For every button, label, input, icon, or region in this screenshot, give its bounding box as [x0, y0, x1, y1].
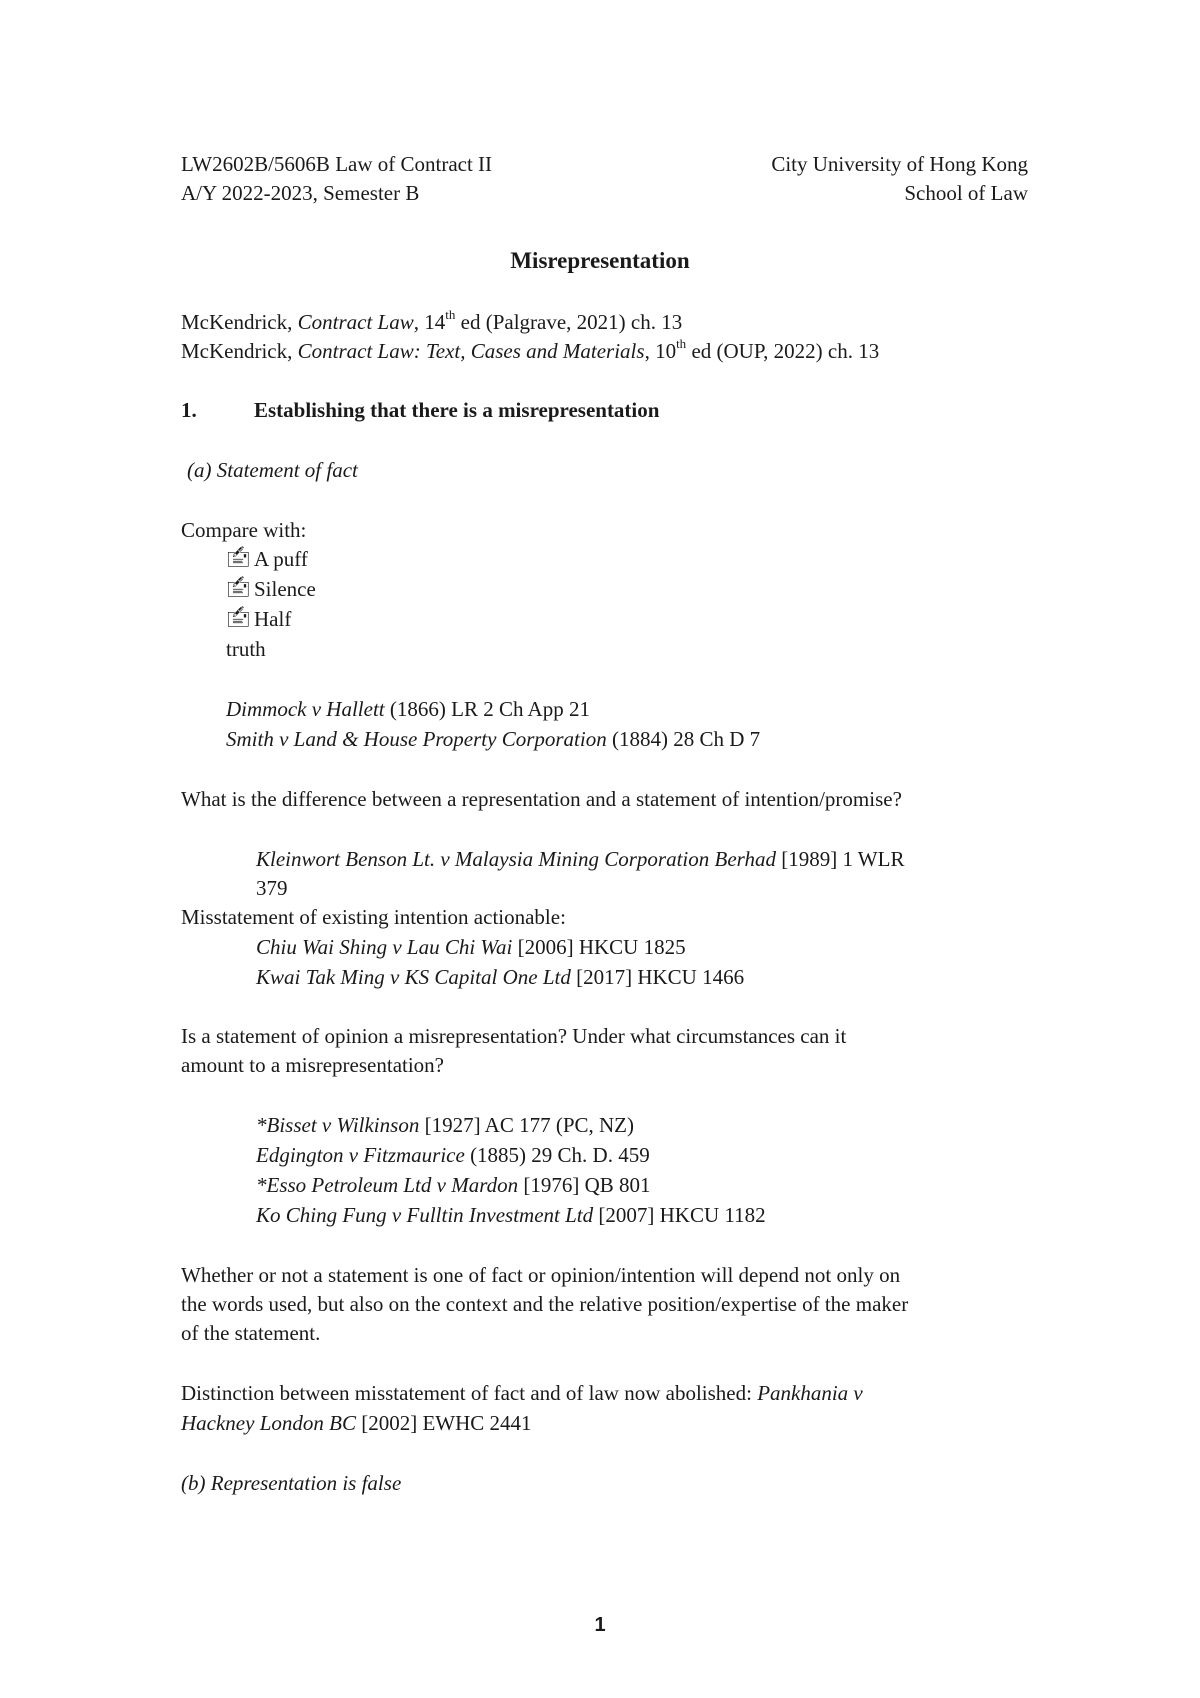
distinction-line-cont: Hackney London BC [2002] EWHC 2441 [181, 1411, 532, 1435]
case-citation: Kleinwort Benson Lt. v Malaysia Mining Corporation Berhad [1989] 1 WLR [256, 847, 905, 871]
page-number: 1 [594, 1614, 606, 1636]
misstatement-label: Misstatement of existing intention actionable: [181, 905, 566, 929]
reading-2: McKendrick, Contract Law: Text, Cases and Materials, 10th ed (OUP, 2022) ch. 13 [181, 336, 880, 363]
case-citation-continuation: 379 [256, 876, 288, 900]
case-citation: *Bisset v Wilkinson [1927] AC 177 (PC, NZ) [256, 1113, 634, 1137]
section-heading: Establishing that there is a misrepresentation [254, 398, 660, 422]
reading-1: McKendrick, Contract Law, 14th ed (Palgrave, 2021) ch. 13 [181, 307, 683, 334]
case-citation: Chiu Wai Shing v Lau Chi Wai [2006] HKCU 1825 [256, 935, 686, 959]
bullet-item: 🖆 A puff [226, 544, 308, 574]
school-name: School of Law [904, 181, 1028, 205]
question-intention: What is the difference between a representation and a statement of intention/promise? [181, 787, 902, 811]
question-opinion: Is a statement of opinion a misrepresentation? Under what circumstances can it [181, 1024, 847, 1048]
subsection-b-heading: (b) Representation is false [181, 1471, 402, 1495]
case-citation: *Esso Petroleum Ltd v Mardon [1976] QB 801 [256, 1173, 651, 1197]
academic-year: A/Y 2022-2023, Semester B [181, 181, 420, 205]
paragraph-line: the words used, but also on the context and the relative position/expertise of the maker [181, 1292, 909, 1316]
university-name: City University of Hong Kong [771, 152, 1028, 176]
bullet-item: 🖆 Half [226, 604, 291, 634]
subsection-a-heading: (a) Statement of fact [187, 458, 358, 482]
paragraph-line: Whether or not a statement is one of fact or opinion/intention will depend not only on [181, 1263, 901, 1287]
distinction-line: Distinction between misstatement of fact and of law now abolished: Pankhania v [181, 1381, 863, 1405]
case-citation: Dimmock v Hallett (1866) LR 2 Ch App 21 [226, 697, 590, 721]
bullet-item: 🖆 Silence [226, 574, 316, 604]
paragraph-line: of the statement. [181, 1321, 321, 1345]
compare-label: Compare with: [181, 518, 307, 542]
pen-bullet-icon: 🖆 [226, 577, 251, 601]
bullet-continuation: truth [226, 637, 266, 661]
pen-bullet-icon: 🖆 [226, 607, 251, 631]
question-opinion-cont: amount to a misrepresentation? [181, 1053, 445, 1077]
pen-bullet-icon: 🖆 [226, 547, 251, 571]
course-code: LW2602B/5606B Law of Contract II [181, 152, 493, 176]
section-number: 1. [181, 398, 197, 422]
case-citation: Smith v Land & House Property Corporation (1884) 28 Ch D 7 [226, 727, 761, 751]
case-citation: Kwai Tak Ming v KS Capital One Ltd [2017] HKCU 1466 [256, 965, 745, 989]
case-citation: Ko Ching Fung v Fulltin Investment Ltd [2007] HKCU 1182 [256, 1203, 766, 1227]
page-title: Misrepresentation [510, 248, 690, 273]
case-citation: Edgington v Fitzmaurice (1885) 29 Ch. D. 459 [256, 1143, 650, 1167]
